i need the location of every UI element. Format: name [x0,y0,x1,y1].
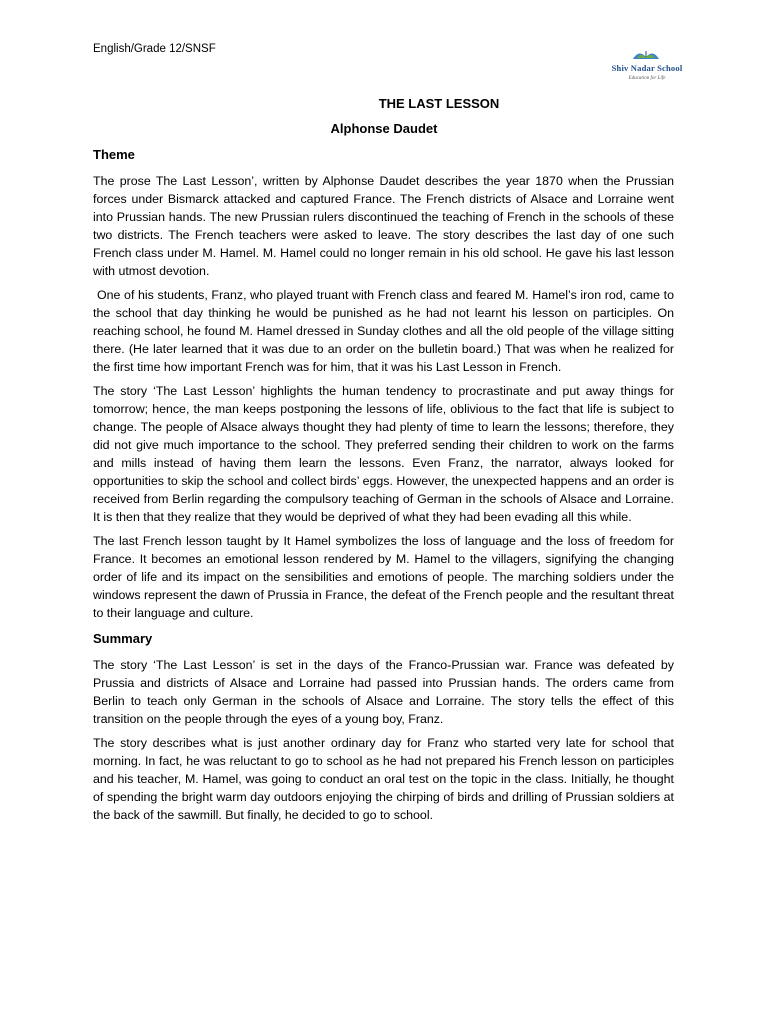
document-body [93,146,674,830]
school-logo [597,47,697,87]
paragraph: The story ‘The Last Lesson’ is set in the days of the Franco-Prussian war. France was defeated by Prussia and districts of Alsace and Lorraine had passed into Prussian hands. The orders came from Berlin to teach only German in the schools of Alsace and Lorraine. The story tells the effect of this transition on the people through the eyes of a young boy, Franz. [93,658,674,726]
paragraph: The story describes what is just another ordinary day for Franz who started very late for school that morning. In fact, he was reluctant to go to school as he had not prepared his French lesson on participles and his teacher, M. Hamel, was going to conduct an oral test on the topic in the class. Initially, he thought of spending the bright warm day outdoors enjoying the chirping of birds and drilling of Prussian soldiers at the back of the sawmill. But finally, he decided to go to school. [93,736,674,822]
document-title: THE LAST LESSON [378,96,500,111]
section-heading-theme: Theme [93,147,135,162]
paragraph: The prose The Last Lesson’, written by Alphonse Daudet describes the year 1870 when the Prussian forces under Bismarck attacked and captured France. The French districts of Alsace and Lorraine went into Prussian hands. The new Prussian rulers discontinued the teaching of French in the schools of these two districts. The French teachers were asked to leave. The story describes the last day of one such French class under M. Hamel. M. Hamel could no longer remain in his old school. He gave his last lesson with utmost devotion. [93,174,674,278]
logo-tagline: Education for Life [628,76,666,81]
paragraph: The story ‘The Last Lesson’ highlights the human tendency to procrastinate and put away things for tomorrow; hence, the man keeps postponing the lessons of life, oblivious to the fact that life is subject to change. The people of Alsace always thought they had plenty of time to learn the lessons; therefore, they did not give much importance to the school. They preferred sending their children to work on the farms and mills instead of having them learn the lessons. Even Franz, the narrator, always looked for opportunities to skip the school and collect birds’ eggs. However, the unexpected happens and an order is received from Berlin regarding the compulsory teaching of German in the schools of Alsace and Lorraine. It is then that they realize that they would be deprived of what they had been evading all this while. [93,384,674,524]
paragraph: The last French lesson taught by It Hamel symbolizes the loss of language and the loss of freedom for France. It becomes an emotional lesson rendered by M. Hamel to the villagers, signifying the changing order of life and its impact on the sensibilities and emotions of people. The marching soldiers under the windows represent the dawn of Prussia in France, the defeat of the French people and the resultant threat to their language and culture. [93,534,674,620]
logo-book-icon [631,47,661,61]
section-heading-summary: Summary [93,631,153,646]
document-author: Alphonse Daudet [330,121,438,136]
course-label: English/Grade 12/SNSF [93,43,216,55]
logo-school-name: Shiv Nadar School [611,63,683,73]
paragraph: One of his students, Franz, who played truant with French class and feared M. Hamel’s iron rod, came to the school that day thinking he would be punished as he had not learnt his lesson on participles. On reaching school, he found M. Hamel dressed in Sunday clothes and all the old people of the village sitting there. (He later learned that it was due to an order on the bulletin board.) That was when he realized for the first time how important French was for him, that it was his Last Lesson in French. [93,288,674,374]
